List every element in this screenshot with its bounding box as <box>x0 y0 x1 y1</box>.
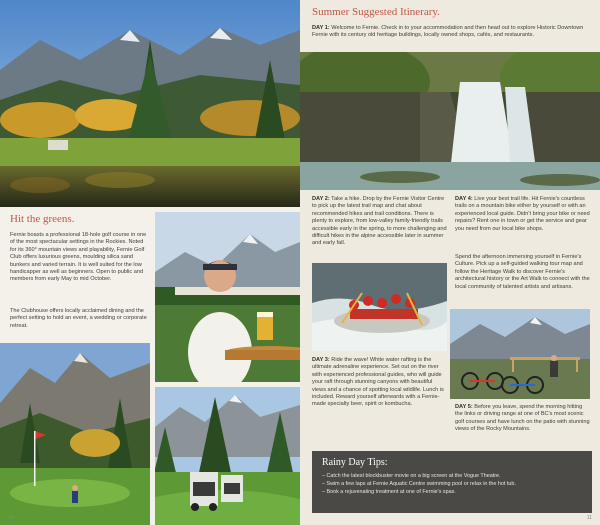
golf-course-lake-photo <box>0 0 300 207</box>
white-water-raft-photo <box>312 263 447 351</box>
waterfall-photo <box>300 52 600 190</box>
right-page <box>300 0 600 525</box>
clubhouse-paragraph: The Clubhouse offers locally acclaimed dining and the perfect setting to hold an event, a wedding or corporate retreat. <box>10 308 147 329</box>
golf-carts-photo <box>155 387 300 525</box>
itinerary-heading: Summer Suggested Itinerary. <box>312 6 440 18</box>
rainy-day-tips-box <box>312 451 592 513</box>
day-4-paragraph <box>455 196 590 233</box>
day-5-text: Before you leave, spend the morning hitting the links or driving range at one of BC's most scenic golf courses and have lunch on the patio with stunning views of the Rocky Mountains. <box>455 404 590 433</box>
day-4-text: Live your best trail life. Hit Fernie's countless trails on a mountain bike either by yourself or with an experienced local guide. Didn't bring your bike or need repairs? Rent one in town or get the service and gear you need from our local bike shops. <box>455 196 590 232</box>
mountain-bikes-lookout-photo <box>450 309 590 399</box>
golfer-with-beer-photo <box>155 212 300 382</box>
day-5-paragraph <box>455 404 590 434</box>
day-2-paragraph <box>312 196 447 248</box>
day-1-paragraph <box>312 25 592 40</box>
mountain-green-flag-photo <box>0 343 150 525</box>
rainy-tip-item: – Catch the latest blockbuster movie on a big screen at the Vogue Theatre. <box>322 472 582 480</box>
culture-paragraph: Spend the afternoon immersing yourself in Fernie's Culture. Pick up a self-guided walking tour map and follow the Heritage Walk to discover Fernie's architectural history or the Art Walk to connect with the local community of talented artists and artisans. <box>455 254 590 290</box>
greens-heading: Hit the greens. <box>10 213 75 225</box>
day-2-label: DAY 2: <box>312 196 330 202</box>
day-4-label: DAY 4: <box>455 196 473 202</box>
day-1-text: Welcome to Fernie. Check in to your accommodation and then head out to explore Historic Downtown Fernie with its century old heritage buildings, locally owned shops, cafés, and restaurants. <box>312 25 584 39</box>
rainy-tip-item: – Swim a few laps at Fernie Aquatic Centre swimming pool or relax in the hot tub. <box>322 480 582 488</box>
rainy-day-tips-title: Rainy Day Tips: <box>322 457 388 468</box>
day-3-paragraph <box>312 357 447 409</box>
day-1-label: DAY 1: <box>312 25 330 31</box>
day-5-label: DAY 5: <box>455 404 473 410</box>
day-3-label: DAY 3: <box>312 357 330 363</box>
greens-paragraph: Fernie boasts a professional 18-hole golf course in one of the most spectacular settings in the Rockies. Noted for its 360° mountain views and playability, Fernie Golf Club offers luxurious greens, moulding silica sand bunkers and varied terrain. It is well suited for the low handicapper as well as beginners. Open to public and members from early May to mid October. <box>10 232 147 283</box>
page-number: 11 <box>586 515 592 521</box>
rainy-tip-item: – Book a rejuvenating treatment at one of Fernie's spas. <box>322 488 582 496</box>
day-3-text: Ride the wave! White water rafting is the ultimate adrenaline experience. Set out on the river with experienced professional guides, who will guide your raft through stunning canyons with beautiful views and a chance of spotting local wildlife. Lunch is included. Reward yourself afterwards with a Fernie-made specialty beer, spirit or kombucha. <box>312 357 444 408</box>
page-number: 10 <box>8 515 14 521</box>
day-2-text: Take a hike. Drop by the Fernie Visitor Centre to pick up the latest trail map and chat about recommended hikes and trail conditions. There is plenty to explore, from low-valley family-friendly trails accessible early in the spring, to more challenging and difficult hikes in the alpine accessible later in summer and early fall. <box>312 196 447 247</box>
